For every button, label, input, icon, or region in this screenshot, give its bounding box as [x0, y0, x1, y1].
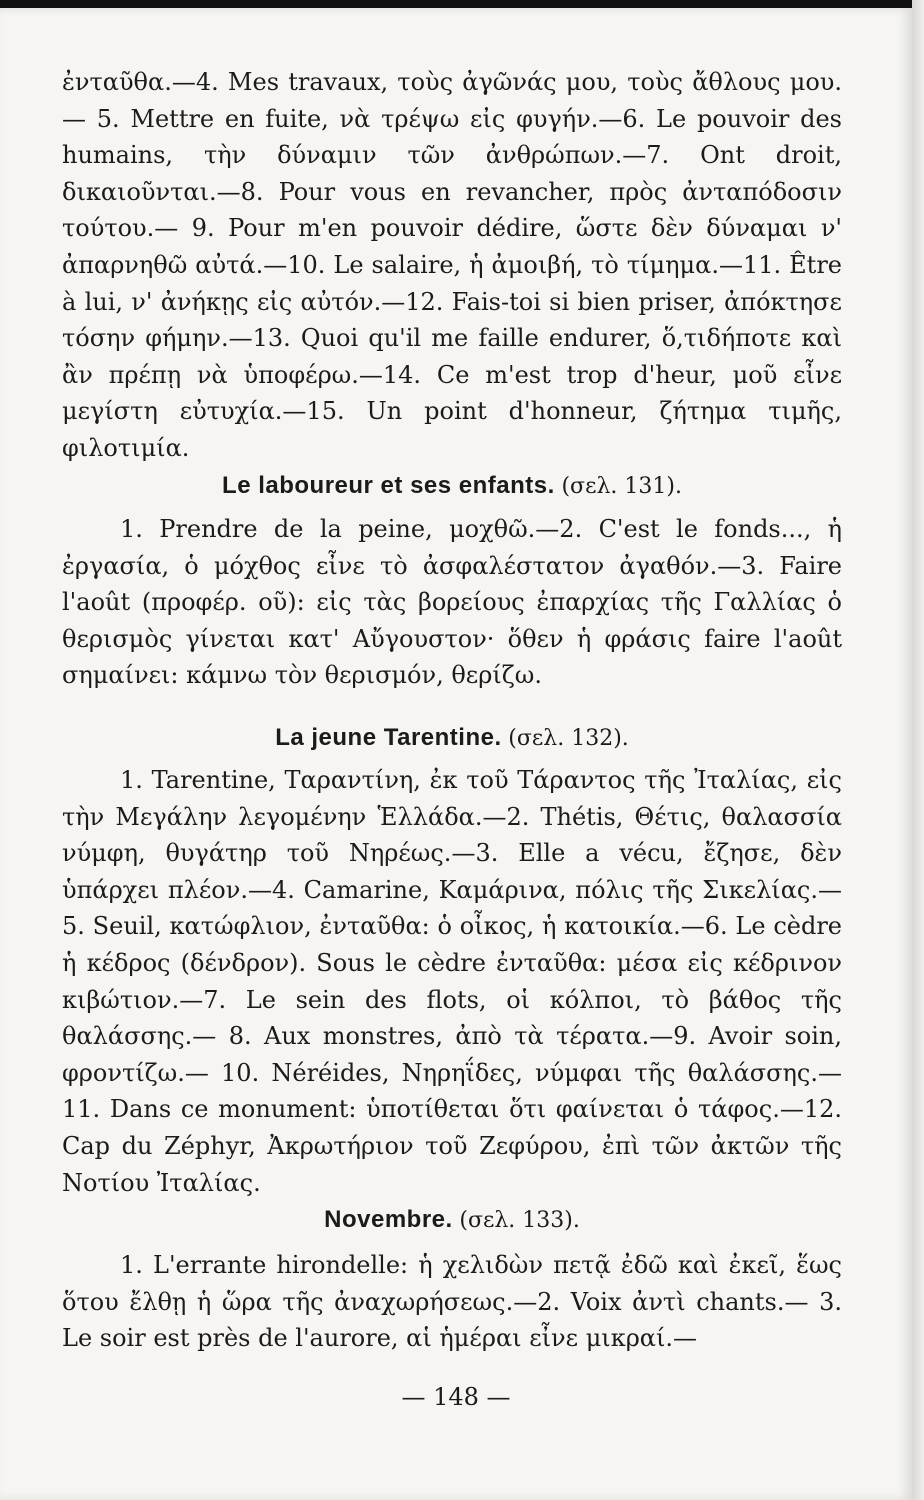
section-paragraph: 1. L'errante hirondelle: ἡ χελιδὼν πετᾷ ἐδῶ καὶ ἐκεῖ, ἕως ὅτου ἔλθῃ ἡ ὥρα τῆς ἀναχωρήσεως.—2. Voix ἀντὶ chants.— 3. Le soir est près de l'aurore, αἱ ἡμέραι εἶνε μικραί.—	[62, 1251, 842, 1353]
section-title: Le laboureur et ses enfants.	[222, 472, 555, 499]
section-heading-laboureur	[62, 468, 842, 505]
paragraph-1: ἐνταῦθα.—4. Mes travaux, τοὺς ἀγῶνάς μου, τοὺς ἄθλους μου.— 5. Mettre en fuite, νὰ τρέψω εἰς φυγήν.—6. Le pouvoir des humains, τὴν δύναμιν τῶν ἀνθρώπων.—7. Ont droit, δικαιοῦνται.—8. Pour vous en revancher, πρὸς ἀνταπόδοσιν τούτου.— 9. Pour m'en pouvoir dédire, ὥστε δὲν δύναμαι ν' ἀπαρνηθῶ αὐτά.—10. Le salaire, ἡ ἀμοιβή, τὸ τίμημα.—11. Être à lui, ν' ἀνήκῃς εἰς αὐτόν.—12. Fais-toi si bien priser, ἀπόκτησε τόσην φήμην.—13. Quoi qu'il me faille endurer, ὅ,τιδήποτε καὶ ἂν πρέπῃ νὰ ὑποφέρω.—14. Ce m'est trop d'heur, μοῦ εἶνε μεγίστη εὐτυχία.—15. Un point d'honneur, ζήτημα τιμῆς, φιλοτιμία.	[62, 68, 842, 462]
section-body-novembre	[62, 1247, 842, 1357]
continuation-paragraph	[62, 64, 842, 467]
section-paragraph: 1. Prendre de la peine, μοχθῶ.—2. C'est le fonds..., ἡ ἐργασία, ὁ μόχθος εἶνε τὸ ἀσφαλέστατον ἀγαθόν.—3. Faire l'août (προφέρ. οῦ): εἰς τὰς βορείους ἐπαρχίας τῆς Γαλλίας ὁ θερισμὸς γίνεται κατ' Αὔγουστον· ὅθεν ἡ φράσις faire l'août σημαίνει: κάμνω τὸν θερισμόν, θερίζω.	[62, 515, 842, 690]
section-body-tarentine	[62, 762, 842, 1201]
page-number: — 148 —	[401, 1383, 511, 1411]
section-paragraph: 1. Tarentine, Ταραντίνη, ἐκ τοῦ Τάραντος τῆς Ἰταλίας, εἰς τὴν Μεγάλην λεγομένην Ἑλλάδα.—2. Thétis, Θέτις, θαλασσία νύμφη, θυγάτηρ τοῦ Νηρέως.—3. Elle a vécu, ἔζησε, δὲν ὑπάρχει πλέον.—4. Camarine, Καμάρινα, πόλις τῆς Σικελίας.— 5. Seuil, κατώφλιον, ἐνταῦθα: ὁ οἶκος, ἡ κατοικία.—6. Le cèdre ἡ κέδρος (δένδρον). Sous le cèdre ἐνταῦθα: μέσα εἰς κέδρινον κιβώτιον.—7. Le sein des flots, οἱ κόλποι, τὸ βάθος τῆς θαλάσσης.— 8. Aux monstres, ἀπὸ τὰ τέρατα.—9. Avoir soin, φροντίζω.— 10. Néréides, Νηρηΐδες, νύμφαι τῆς θαλάσσης.—11. Dans ce monument: ὑποτίθεται ὅτι φαίνεται ὁ τάφος.—12. Cap du Zéphyr, Ἀκρωτήριον τοῦ Ζεφύρου, ἐπὶ τῶν ἀκτῶν τῆς Νοτίου Ἰταλίας.	[62, 766, 842, 1197]
section-page-ref: (σελ. 133).	[459, 1208, 580, 1233]
section-title: La jeune Tarentine.	[275, 724, 502, 751]
section-heading-tarentine	[62, 720, 842, 757]
page-right-edge	[912, 0, 924, 1500]
section-page-ref: (σελ. 132).	[508, 726, 629, 751]
section-title: Novembre.	[324, 1206, 453, 1233]
section-body-laboureur	[62, 511, 842, 694]
section-heading-novembre	[62, 1202, 842, 1239]
section-page-ref: (σελ. 131).	[561, 474, 682, 499]
